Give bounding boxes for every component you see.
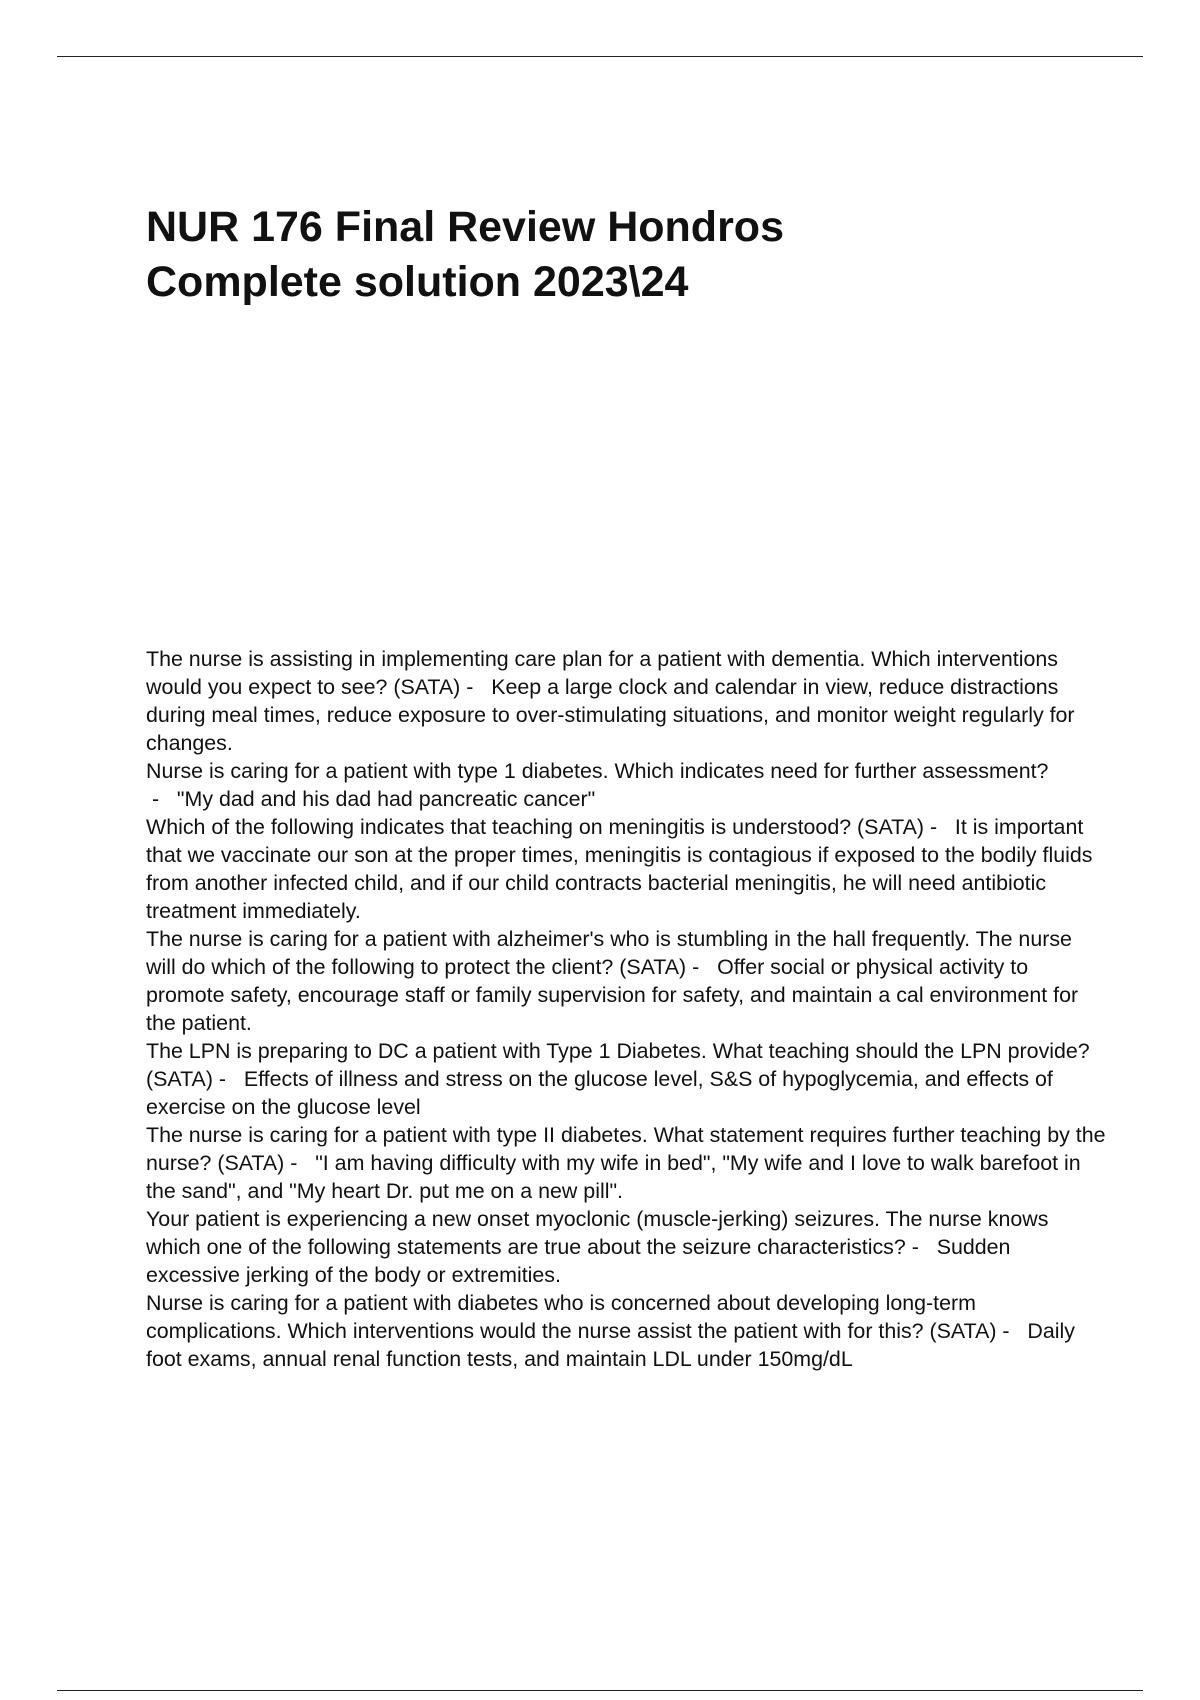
qa-item xyxy=(146,1121,1106,1205)
question-text: The nurse is caring for a patient with alzheimer's who is stumbling in the hall frequently. The nurse will do which of the following to protect the client? (SATA) xyxy=(146,927,1072,979)
question-text: Nurse is caring for a patient with type 1 diabetes. Which indicates need for further assessment? xyxy=(146,759,1049,783)
qa-item xyxy=(146,645,1106,757)
qa-item xyxy=(146,1205,1106,1289)
qa-separator: - xyxy=(924,815,955,839)
qa-item xyxy=(146,925,1106,1037)
question-text: Which of the following indicates that teaching on meningitis is understood? (SATA) xyxy=(146,815,924,839)
header-rule xyxy=(57,56,1143,57)
question-text: The nurse is assisting in implementing care plan for a patient with dementia. Which interventions would you expect to see? (SATA) xyxy=(146,647,1058,699)
qa-separator: - xyxy=(146,787,177,811)
qa-separator: - xyxy=(284,1151,316,1175)
title-line-1: NUR 176 Final Review Hondros xyxy=(146,203,784,251)
footer-rule xyxy=(57,1690,1143,1691)
qa-list xyxy=(146,645,1106,1373)
answer-text: Keep a large clock and calendar in view, reduce distractions during meal times, reduce exposure to over-stimulating situations, and monitor weight regularly for changes. xyxy=(146,675,1075,755)
qa-separator: - xyxy=(905,1235,937,1259)
title-line-2: Complete solution 2023\24 xyxy=(146,258,689,306)
qa-item xyxy=(146,757,1106,813)
document-title xyxy=(146,200,1106,310)
answer-text: Effects of illness and stress on the glucose level, S&S of hypoglycemia, and effects of exercise on the glucose level xyxy=(146,1067,1053,1119)
question-text: Your patient is experiencing a new onset myoclonic (muscle-jerking) seizures. The nurse knows which one of the following statements are true about the seizure characteristics? xyxy=(146,1207,1049,1259)
answer-text: Daily foot exams, annual renal function tests, and maintain LDL under 150mg/dL xyxy=(146,1319,1075,1371)
qa-item xyxy=(146,813,1106,925)
question-text: Nurse is caring for a patient with diabetes who is concerned about developing long-term complications. Which interventions would the nurse assist the patient with for this? (SATA) xyxy=(146,1291,997,1343)
answer-text: "My dad and his dad had pancreatic cancer" xyxy=(176,787,596,811)
question-text: The nurse is caring for a patient with type II diabetes. What statement requires further teaching by the nurse? (SATA) xyxy=(146,1123,1106,1175)
qa-separator: - xyxy=(996,1319,1028,1343)
qa-separator: - xyxy=(686,955,718,979)
answer-text: Offer social or physical activity to promote safety, encourage staff or family supervision for safety, and maintain a cal environment for the patient. xyxy=(146,955,1079,1035)
answer-text: It is important that we vaccinate our son at the proper times, meningitis is contagious if exposed to the bodily fluids from another infected child, and if our child contracts bacterial meningitis, he will need antibiotic treatment immediately. xyxy=(146,815,1093,923)
qa-item xyxy=(146,1037,1106,1121)
answer-text: "I am having difficulty with my wife in bed", "My wife and I love to walk barefoot in the sand", and "My heart Dr. put me on a new pill". xyxy=(146,1151,1081,1203)
qa-separator: - xyxy=(460,675,492,699)
qa-item xyxy=(146,1289,1106,1373)
answer-text: Sudden excessive jerking of the body or extremities. xyxy=(146,1235,1011,1287)
qa-separator: - xyxy=(212,1067,244,1091)
question-text: The LPN is preparing to DC a patient with Type 1 Diabetes. What teaching should the LPN provide? (SATA) xyxy=(146,1039,1090,1091)
